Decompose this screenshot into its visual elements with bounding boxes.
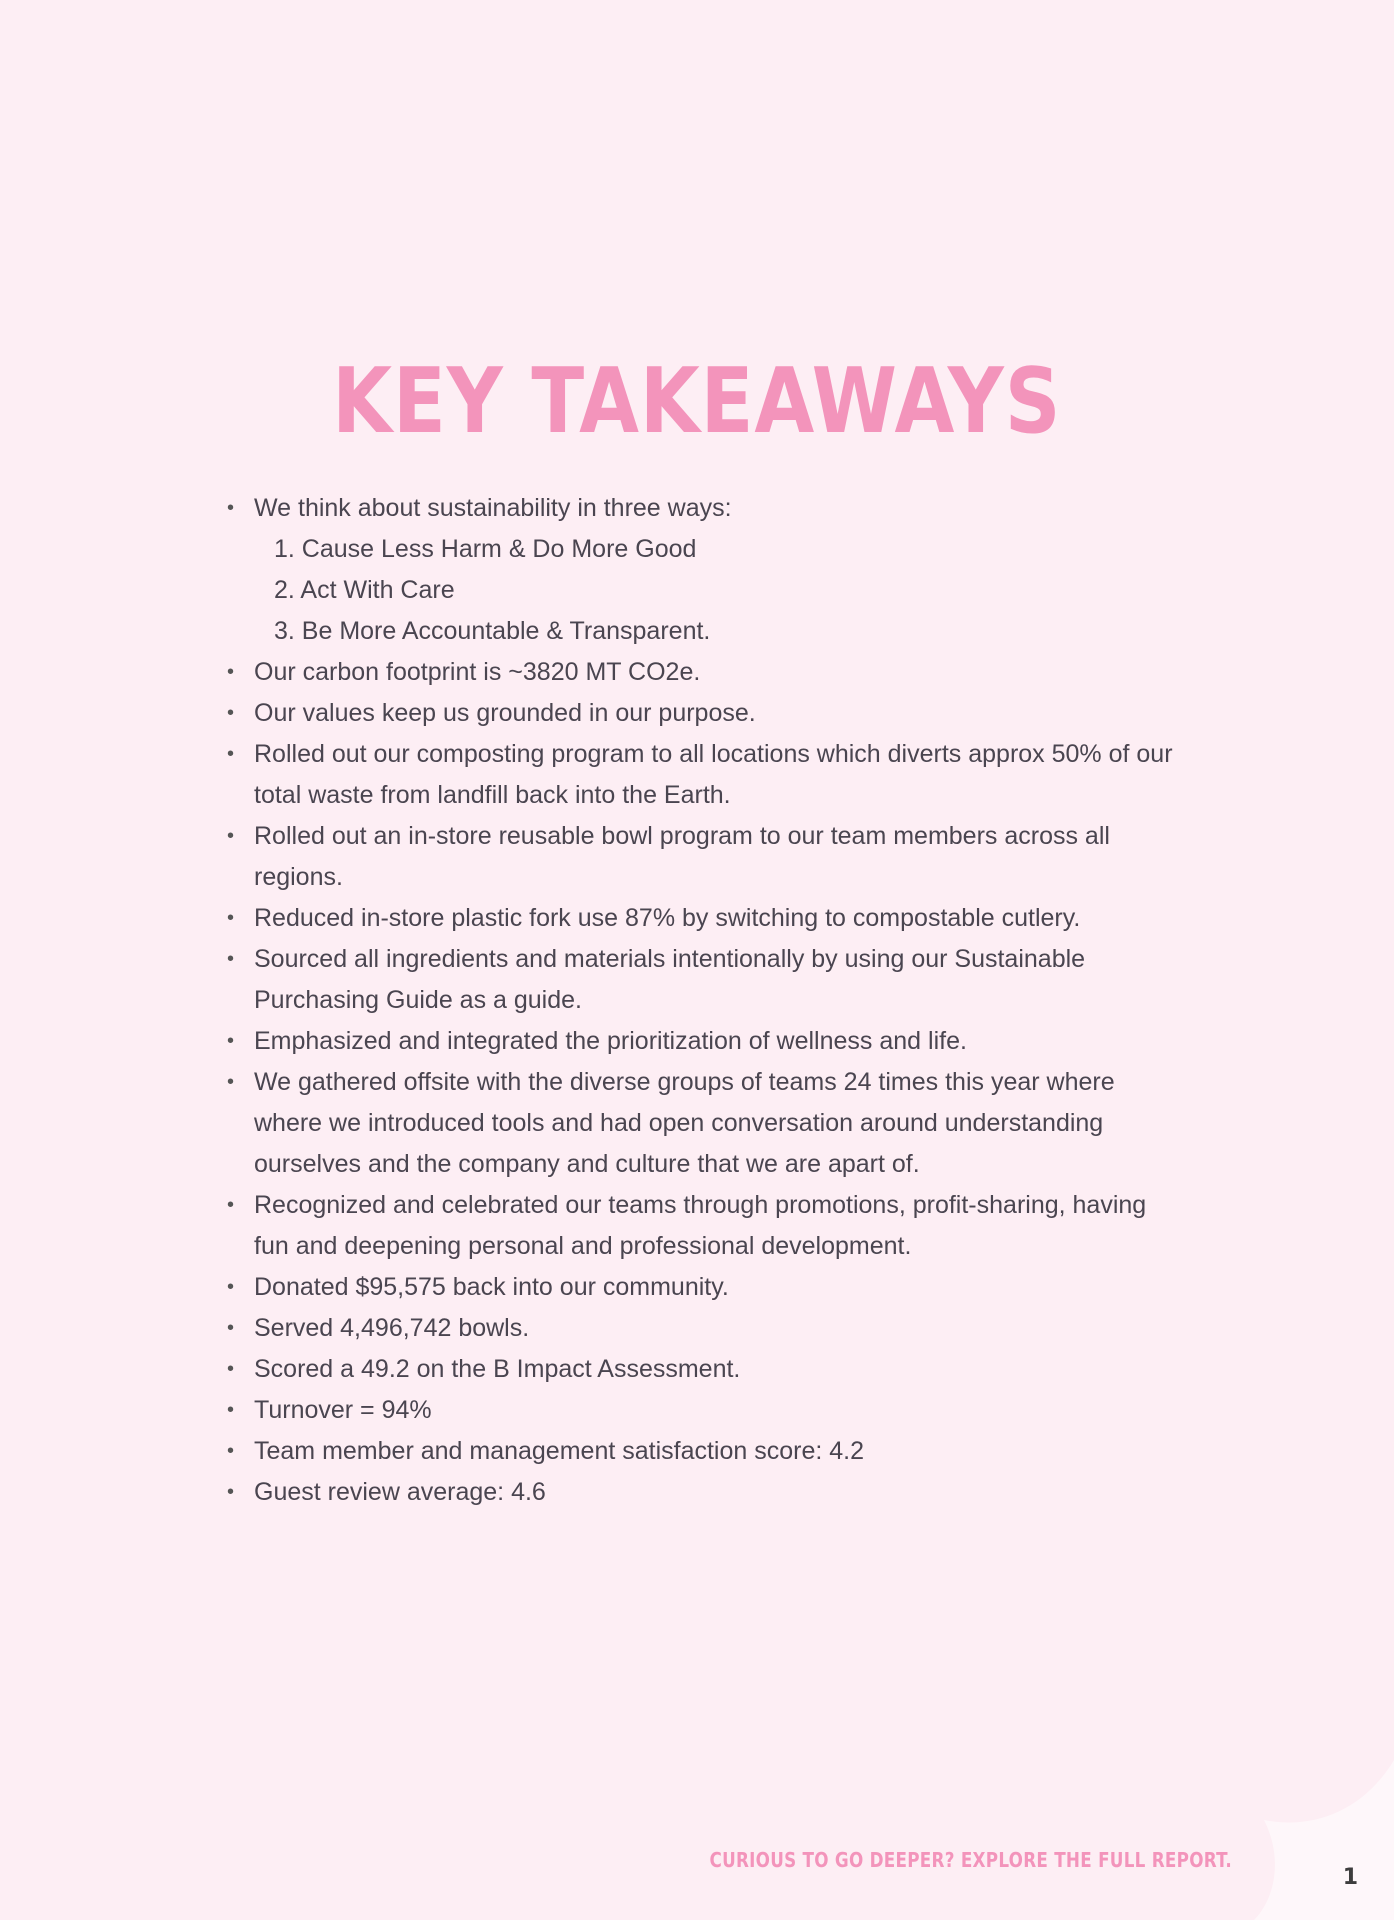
list-item: • We gathered offsite with the diverse groups of teams 24 times this year where where we introduced tools and had open conversation around understanding ourselves and the company and culture that we are apart of.: [225, 1062, 1185, 1185]
list-item: • Team member and management satisfaction score: 4.2: [225, 1431, 1185, 1472]
list-item: • Donated $95,575 back into our community.: [225, 1267, 1185, 1308]
list-item: • Emphasized and integrated the prioritization of wellness and life.: [225, 1021, 1185, 1062]
page-curl-decoration: [1234, 1720, 1394, 1920]
list-item-intro: [225, 488, 1185, 652]
list-item: • Turnover = 94%: [225, 1390, 1185, 1431]
list-item: • Rolled out an in-store reusable bowl program to our team members across all regions.: [225, 816, 1185, 898]
list-item: • Our carbon footprint is ~3820 MT CO2e.: [225, 652, 1185, 693]
page-title: KEY TAKEAWAYS: [332, 349, 1062, 454]
list-item: • Reduced in-store plastic fork use 87% by switching to compostable cutlery.: [225, 898, 1185, 939]
list-item: • Our values keep us grounded in our purpose.: [225, 693, 1185, 734]
way-item: 2. Act With Care: [274, 576, 455, 604]
list-item: • Guest review average: 4.6: [225, 1472, 1185, 1513]
takeaways-section: [225, 488, 1185, 1513]
list-item: • Served 4,496,742 bowls.: [225, 1308, 1185, 1349]
intro-text: We think about sustainability in three ways:: [254, 494, 732, 522]
sustainability-ways-list: [254, 529, 1185, 652]
way-item: 3. Be More Accountable & Transparent.: [274, 617, 711, 645]
list-item: • Sourced all ingredients and materials intentionally by using our Sustainable Purchasing Guide as a guide.: [225, 939, 1185, 1021]
way-item: 1. Cause Less Harm & Do More Good: [274, 535, 697, 563]
list-item: • Rolled out our composting program to all locations which diverts approx 50% of our total waste from landfill back into the Earth.: [225, 734, 1185, 816]
takeaways-list: [225, 488, 1185, 1513]
page-number: 1: [1342, 1865, 1358, 1890]
list-item: • Recognized and celebrated our teams through promotions, profit-sharing, having fun and deepening personal and professional development.: [225, 1185, 1185, 1267]
list-item: • Scored a 49.2 on the B Impact Assessment.: [225, 1349, 1185, 1390]
full-report-link[interactable]: CURIOUS TO GO DEEPER? EXPLORE THE FULL REPORT.: [709, 1848, 1232, 1872]
